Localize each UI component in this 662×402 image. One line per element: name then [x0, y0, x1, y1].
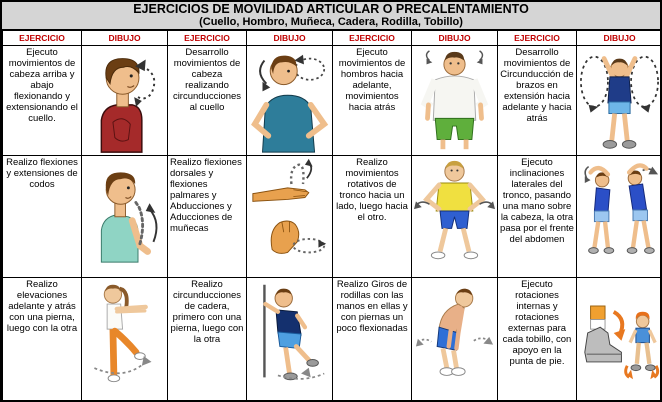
ankle-rotation-drawing — [579, 279, 660, 385]
drawing-cell — [577, 46, 662, 156]
table-title-block — [2, 2, 660, 30]
exercise-cell: Ejecuto movimientos de hombros hacia adelante, movimientos hacia atrás — [333, 46, 412, 156]
drawing-cell — [412, 156, 498, 278]
knee-rotation-drawing — [414, 279, 495, 385]
arm-circumduction-drawing — [579, 47, 660, 153]
page-title: EJERCICIOS DE MOVILIDAD ARTICULAR O PRECALENTAMIENTO — [133, 2, 529, 16]
column-header-dibujo-3: DIBUJO — [412, 31, 498, 46]
drawing-cell — [247, 278, 333, 402]
exercise-cell: Ejecuto inclinaciones laterales del tronco, pasando una mano sobre la cabeza, la otra pasa por el frente del abdomen — [498, 156, 577, 278]
exercise-cell: Realizo flexiones dorsales y flexiones palmares y Abducciones y Aducciones de muñecas — [168, 156, 247, 278]
drawing-cell — [247, 156, 333, 278]
column-header-dibujo-4: DIBUJO — [577, 31, 662, 46]
drawing-cell — [412, 46, 498, 156]
exercise-cell: Realizo elevaciones adelante y atrás con una pierna, luego con la otra — [3, 278, 82, 402]
hip-circumduction-drawing — [249, 279, 330, 385]
exercise-cell: Realizo movimientos rotativos de tronco hacia un lado, luego hacia el otro. — [333, 156, 412, 278]
drawing-cell — [577, 278, 662, 402]
wrist-flexion-abduction-drawing — [249, 157, 330, 263]
drawing-cell — [577, 156, 662, 278]
drawing-cell — [82, 46, 168, 156]
drawing-cell — [82, 156, 168, 278]
exercise-cell: Realizo Giros de rodillas con las manos en ellas y con piernas un poco flexionadas — [333, 278, 412, 402]
column-header-dibujo-2: DIBUJO — [247, 31, 333, 46]
head-flexion-extension-drawing — [84, 47, 165, 153]
shoulder-roll-drawing — [414, 47, 495, 153]
drawing-cell — [412, 278, 498, 402]
table-row — [3, 156, 662, 278]
page-subtitle: (Cuello, Hombro, Muñeca, Cadera, Rodilla, Tobillo) — [199, 16, 463, 28]
neck-circumduction-drawing — [249, 47, 330, 153]
column-header-dibujo-1: DIBUJO — [82, 31, 168, 46]
elbow-flexion-drawing — [84, 157, 165, 263]
drawing-cell — [247, 46, 333, 156]
exercise-cell: Ejecuto rotaciones internas y rotaciones externas para cada tobillo, con apoyo en la punta de pie. — [498, 278, 577, 402]
exercise-cell: Realizo circunducciones de cadera, primero con una pierna, luego con la otra — [168, 278, 247, 402]
drawing-cell — [82, 278, 168, 402]
table-row — [3, 278, 662, 402]
column-header-ejercicio-4: EJERCICIO — [498, 31, 577, 46]
column-header-ejercicio-1: EJERCICIO — [3, 31, 82, 46]
exercise-cell: Realizo flexiones y extensiones de codos — [3, 156, 82, 278]
exercise-cell: Ejecuto movimientos de cabeza arriba y abajo flexionando y extensionando el cuello. — [3, 46, 82, 156]
column-header-ejercicio-3: EJERCICIO — [333, 31, 412, 46]
exercise-cell: Desarrollo movimientos de Circunducción de brazos en extensión hacia adelante y hacia atrás — [498, 46, 577, 156]
exercise-cell: Desarrollo movimientos de cabeza realizando circunducciones al cuello — [168, 46, 247, 156]
trunk-side-bend-drawing — [579, 157, 660, 263]
leg-swing-drawing — [84, 279, 165, 385]
header-row — [3, 31, 662, 46]
column-header-ejercicio-2: EJERCICIO — [168, 31, 247, 46]
exercise-grid — [2, 30, 662, 402]
trunk-rotation-drawing — [414, 157, 495, 263]
table-row — [3, 46, 662, 156]
